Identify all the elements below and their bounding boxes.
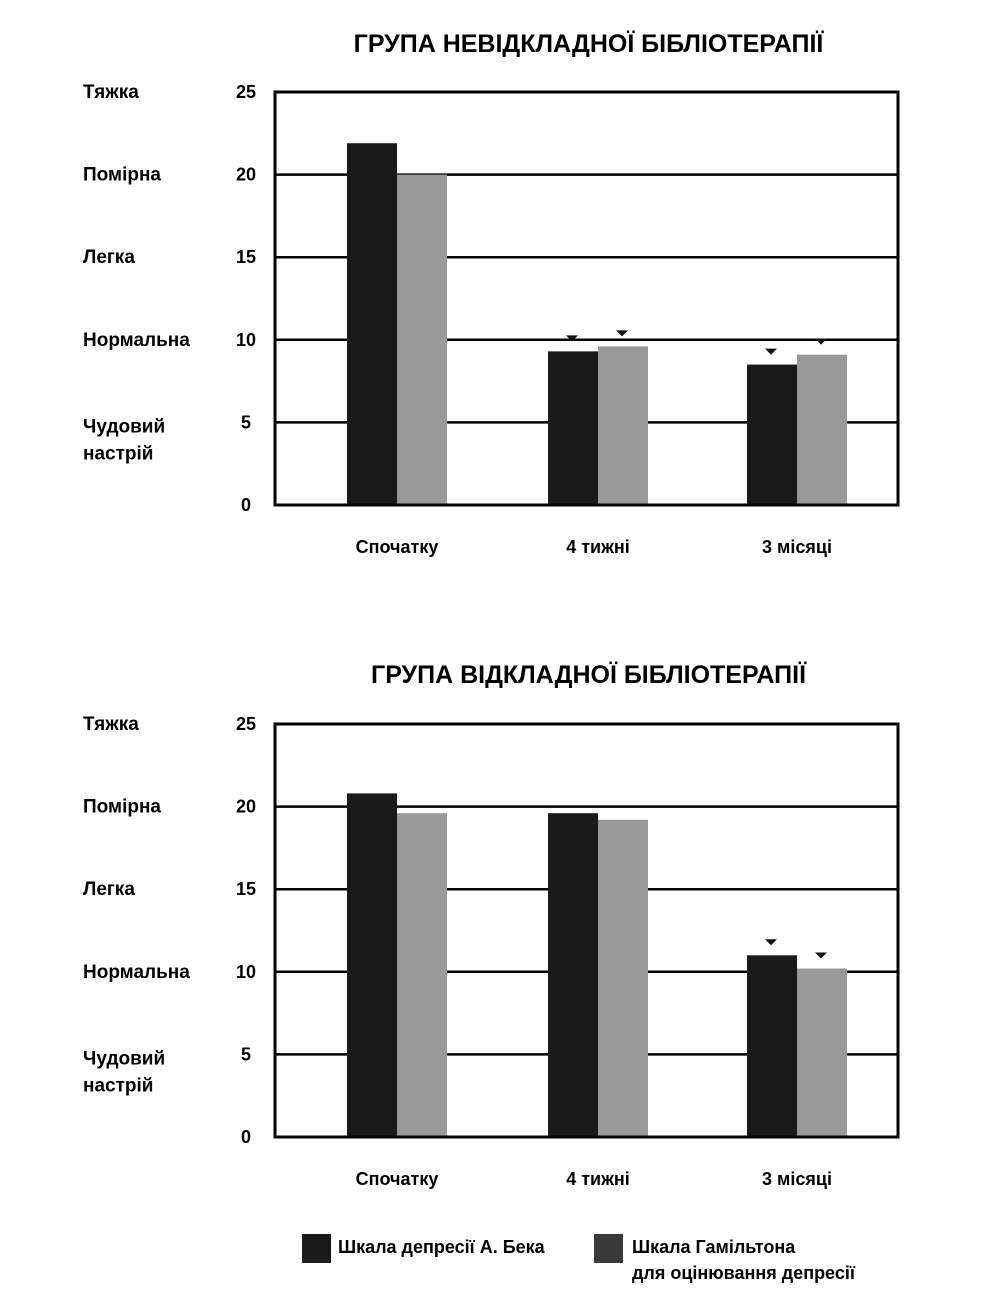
significance-marker	[815, 339, 827, 345]
y-tick-label: 25	[235, 82, 257, 102]
severity-label: Помірна	[83, 796, 161, 818]
legend-label: для оцінювання депресії	[632, 1263, 855, 1283]
y-tick-label: 15	[235, 247, 257, 268]
category-label: 3 місяці	[762, 537, 832, 557]
significance-marker	[765, 939, 777, 945]
y-tick-label: 0	[240, 1127, 252, 1147]
legend-swatch	[594, 1234, 623, 1263]
severity-label: Чудовий	[83, 1048, 166, 1070]
bar-hamilton-1	[397, 813, 447, 1137]
legend-swatch	[302, 1234, 331, 1263]
chart-title: ГРУПА НЕВІДКЛАДНОЇ БІБЛІОТЕРАПІЇ	[353, 30, 824, 58]
y-tick-label: 25	[235, 714, 257, 734]
bar-beck-3	[747, 955, 797, 1137]
bar-beck-2	[548, 351, 598, 505]
severity-label: Нормальна	[83, 961, 190, 983]
y-tick-label: 20	[235, 164, 257, 185]
significance-marker	[765, 349, 777, 355]
chart-2	[83, 661, 898, 1189]
bar-hamilton-1	[397, 175, 447, 505]
severity-label: Помірна	[83, 164, 161, 186]
category-label: Спочатку	[355, 537, 439, 557]
bar-hamilton-3	[797, 968, 847, 1137]
severity-label: Легка	[83, 879, 135, 901]
chart-1	[83, 30, 898, 557]
bar-beck-2	[548, 813, 598, 1137]
severity-label: Тяжка	[83, 714, 139, 735]
severity-label: настрій	[83, 443, 154, 465]
bar-beck-3	[747, 365, 797, 505]
y-tick-label: 15	[235, 879, 257, 900]
legend	[302, 1234, 856, 1283]
category-label: 3 місяці	[762, 1169, 832, 1189]
severity-label: Чудовий	[83, 416, 166, 438]
severity-label: Тяжка	[83, 82, 139, 103]
category-label: 4 тижні	[566, 1169, 630, 1189]
bar-hamilton-2	[598, 346, 648, 505]
severity-label: Нормальна	[83, 329, 190, 351]
chart-title: ГРУПА ВІДКЛАДНОЇ БІБЛІОТЕРАПІЇ	[371, 661, 806, 689]
category-label: Спочатку	[355, 1169, 439, 1189]
severity-label: Легка	[83, 247, 135, 269]
y-tick-label: 10	[235, 961, 257, 982]
severity-label: настрій	[83, 1075, 154, 1097]
bar-hamilton-2	[598, 820, 648, 1137]
y-tick-label: 0	[240, 495, 252, 515]
y-tick-label: 20	[235, 796, 257, 817]
y-tick-label: 5	[240, 1044, 252, 1065]
category-label: 4 тижні	[566, 537, 630, 557]
bar-beck-1	[347, 143, 397, 505]
significance-marker	[815, 952, 827, 958]
bar-beck-1	[347, 793, 397, 1137]
bar-hamilton-3	[797, 355, 847, 505]
significance-marker	[616, 330, 628, 336]
y-tick-label: 10	[235, 329, 257, 350]
legend-label: Шкала Гамільтона	[632, 1237, 796, 1257]
legend-label: Шкала депресії А. Бека	[338, 1237, 545, 1257]
y-tick-label: 5	[240, 412, 252, 433]
